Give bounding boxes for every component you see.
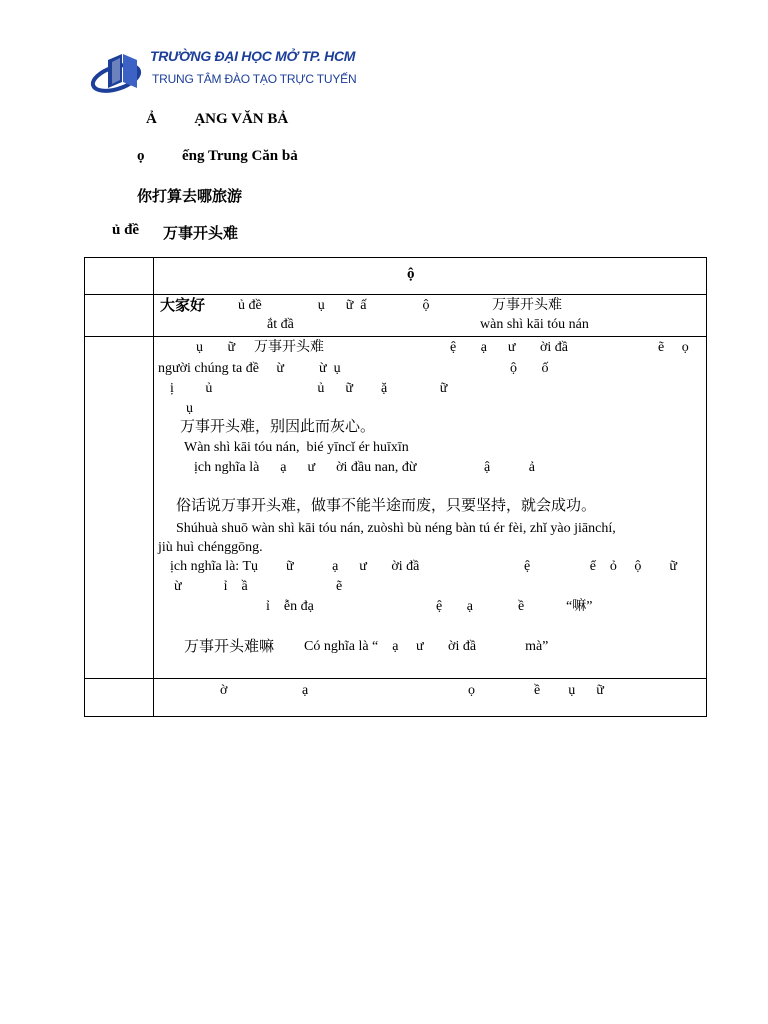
- content-header: ộ: [407, 266, 415, 282]
- logo: [90, 44, 357, 102]
- text-line: ụ: [186, 401, 193, 416]
- table-cell: [154, 679, 707, 717]
- text-line: ẽ ọ: [658, 340, 689, 355]
- table-cell: [154, 295, 707, 337]
- example-meaning-2d: ẽ: [336, 579, 343, 594]
- logo-university-name: TRƯỜNG ĐẠI HỌC MỞ TP. HCM: [150, 48, 356, 64]
- example-meaning-2: ịch nghĩa là: Tụ ữ ạ ư ời đầ: [170, 559, 420, 574]
- example-meaning-2e: ỉ ễn đạ: [266, 599, 314, 614]
- example-meaning-2c: ừ ỉ ầ: [174, 579, 248, 594]
- text-line: ụ ữ: [196, 340, 236, 355]
- example-pinyin-2: Shúhuà shuō wàn shì kāi tóu nán, zuòshì bù néng bàn tú ér fèi, zhǐ yào jiānchí,: [176, 521, 616, 536]
- footer-text: ờ: [220, 683, 228, 698]
- table-cell: [154, 337, 707, 679]
- topic-prefix: ủ đề: [112, 222, 140, 238]
- example-meaning-2h: “嘛”: [566, 599, 593, 614]
- footer-text: ạ: [302, 683, 309, 698]
- footer-text: ề ụ ữ: [534, 683, 604, 698]
- intro-line: ủ đề ụ ữ ấ ộ: [238, 298, 430, 313]
- example-meaning-2g: ề: [518, 599, 525, 614]
- table-cell: [85, 337, 154, 679]
- example-pinyin-2b: jiù huì chénggōng.: [158, 540, 263, 555]
- example-meaning-1b: ậ ả: [484, 460, 535, 475]
- example-meaning-2b: ệ ể ỏ ộ ữ: [524, 559, 678, 574]
- topic-title: 万事开头难: [163, 226, 239, 242]
- table-cell: [85, 679, 154, 717]
- greeting: 大家好: [160, 298, 206, 314]
- table-row: [85, 295, 707, 337]
- university-logo-icon: [90, 48, 152, 98]
- example-pinyin-1: Wàn shì kāi tóu nán, bié yīncǐ ér huīxīn: [184, 440, 409, 455]
- intro-line-2: ắt đầ: [267, 317, 294, 332]
- example-meaning-1: ịch nghĩa là ạ ư ời đầu nan, đừ: [194, 460, 417, 475]
- footer-text: ọ: [468, 683, 475, 698]
- table-row: [85, 337, 707, 679]
- document-title: Ả ẠNG VĂN BẢ: [146, 111, 289, 127]
- text-line: ị ủ ủ ữ ặ ữ: [170, 381, 448, 396]
- example-chinese-2: 俗话说万事开头难，做事不能半途而废，只要坚持，就会成功。: [176, 498, 597, 514]
- idiom-inline: 万事开头难: [492, 298, 562, 313]
- example-chinese-3: 万事开头难嘛: [184, 639, 275, 655]
- table-cell: [85, 258, 154, 295]
- text-line: ộ ố: [510, 361, 549, 376]
- table-cell: [85, 295, 154, 337]
- idiom-pinyin: wàn shì kāi tóu nán: [480, 317, 589, 332]
- text-line: người chúng ta đề ừ ừ ụ: [158, 361, 341, 376]
- example-meaning-2f: ệ ạ: [436, 599, 473, 614]
- text-line: ệ ạ ư ời đầ: [450, 340, 569, 355]
- content-table: [84, 257, 707, 717]
- example-meaning-3: Có nghĩa là “ ạ ư ời đầ mà”: [304, 639, 549, 654]
- table-cell: [154, 258, 707, 295]
- logo-center-name: TRUNG TÂM ĐÀO TẠO TRỰC TUYẾN: [152, 72, 357, 86]
- idiom-inline: 万事开头难: [254, 340, 324, 355]
- course-subtitle: ọ ếng Trung Căn bả: [137, 148, 298, 164]
- lesson-title: 你打算去哪旅游: [137, 189, 243, 205]
- table-row: [85, 258, 707, 295]
- example-chinese-1: 万事开头难，别因此而灰心。: [180, 419, 376, 435]
- table-row: [85, 679, 707, 717]
